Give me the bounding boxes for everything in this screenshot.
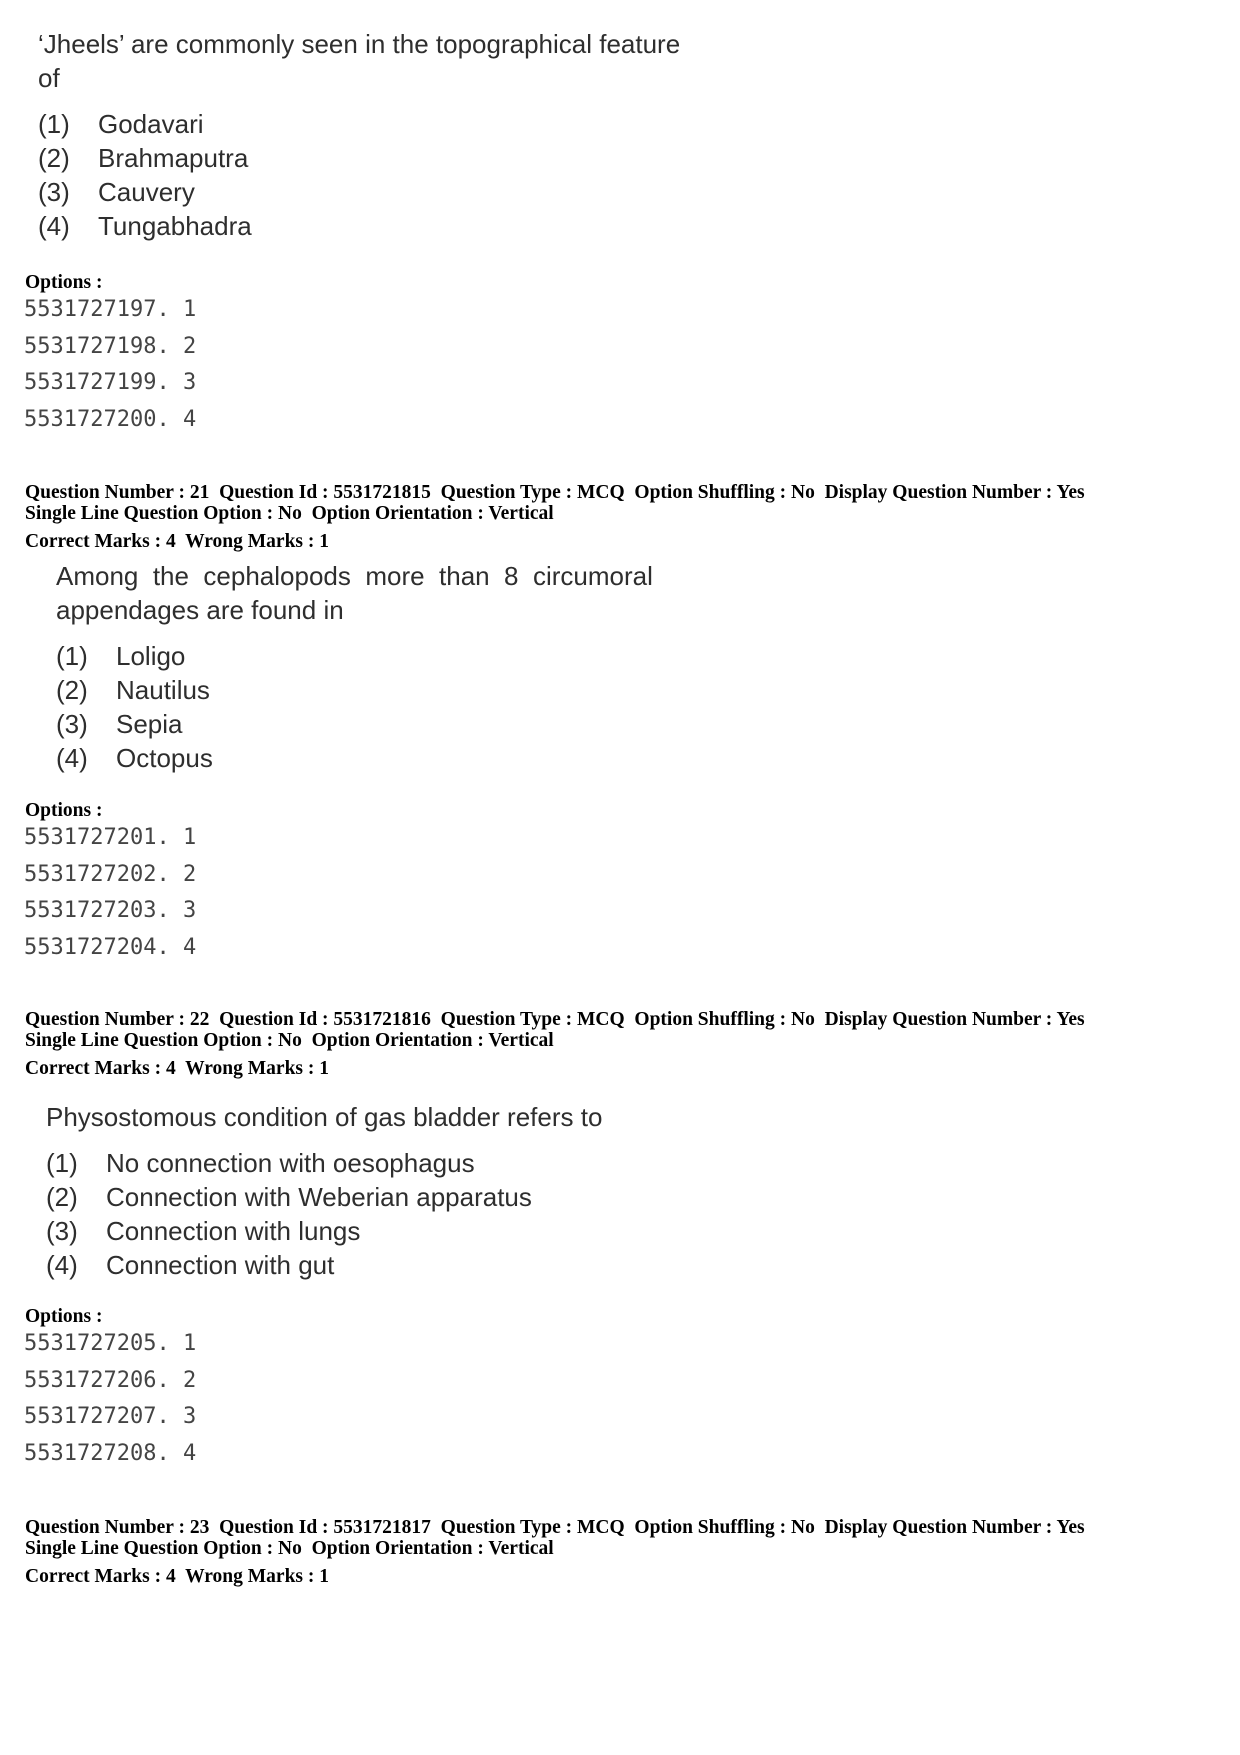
choice-item (56, 741, 653, 775)
choice-number: (4) (38, 211, 70, 241)
choice-list (56, 639, 653, 775)
choice-text: Nautilus (116, 675, 210, 705)
option-id-item: 5531727200. 4 (24, 406, 197, 432)
question-meta-line: Question Number : 22 Question Id : 5531721816 Question Type : MCQ Option Shuffling : No Display Question Number : Yes (25, 1009, 1085, 1030)
choice-item (46, 1180, 602, 1214)
question-stem-line: ‘Jheels’ are commonly seen in the topographical feature (38, 29, 681, 59)
choice-text: Loligo (116, 641, 186, 671)
choice-number: (4) (46, 1250, 78, 1280)
choice-item (46, 1214, 602, 1248)
marks-line: Correct Marks : 4 Wrong Marks : 1 (25, 531, 330, 552)
option-id-item: 5531727206. 2 (24, 1367, 197, 1393)
options-label: Options : (25, 1306, 103, 1327)
question-meta-line: Single Line Question Option : No Option Orientation : Vertical (25, 1030, 554, 1051)
choice-number: (3) (46, 1216, 78, 1246)
question-image (56, 559, 653, 775)
choice-number: (3) (38, 177, 70, 207)
choice-text: Tungabhadra (98, 211, 252, 241)
question-stem (46, 1100, 602, 1134)
choice-number: (1) (56, 641, 88, 671)
choice-list (38, 107, 680, 243)
question-meta-line: Single Line Question Option : No Option Orientation : Vertical (25, 1538, 554, 1559)
question-stem-line: of (38, 63, 60, 93)
choice-number: (3) (56, 709, 88, 739)
choice-number: (2) (56, 675, 88, 705)
option-id-item: 5531727207. 3 (24, 1404, 197, 1429)
question-image (46, 1100, 602, 1282)
choice-item (38, 107, 680, 141)
question-meta-line: Single Line Question Option : No Option Orientation : Vertical (25, 503, 554, 524)
marks-line: Correct Marks : 4 Wrong Marks : 1 (25, 1058, 330, 1079)
choice-item (46, 1248, 602, 1282)
option-id-item: 5531727197. 1 (24, 297, 197, 322)
option-id-item: 5531727198. 2 (24, 333, 197, 359)
choice-item (56, 673, 653, 707)
choice-text: No connection with oesophagus (106, 1148, 475, 1178)
choice-item (38, 175, 680, 209)
choice-text: Connection with Weberian apparatus (106, 1182, 532, 1212)
option-id-item: 5531727205. 1 (24, 1331, 197, 1356)
choice-text: Brahmaputra (98, 143, 249, 173)
choice-text: Cauvery (98, 177, 195, 207)
choice-item (56, 639, 653, 673)
question-stem-line: appendages are found in (56, 595, 344, 625)
choice-item (56, 707, 653, 741)
option-id-item: 5531727201. 1 (24, 825, 197, 850)
choice-text: Octopus (116, 743, 213, 773)
option-id-item: 5531727203. 3 (24, 898, 197, 923)
question-stem-line: Physostomous condition of gas bladder refers to (46, 1102, 603, 1132)
marks-line: Correct Marks : 4 Wrong Marks : 1 (25, 1566, 330, 1587)
option-id-item: 5531727202. 2 (24, 861, 197, 887)
choice-item (46, 1146, 602, 1180)
choice-item (38, 141, 680, 175)
choice-text: Connection with lungs (106, 1216, 361, 1246)
choice-text: Connection with gut (106, 1250, 335, 1280)
question-meta-line: Question Number : 23 Question Id : 5531721817 Question Type : MCQ Option Shuffling : No Display Question Number : Yes (25, 1517, 1085, 1538)
option-id-item: 5531727204. 4 (24, 934, 197, 960)
choice-number: (2) (38, 143, 70, 173)
options-label: Options : (25, 800, 103, 821)
choice-text: Sepia (116, 709, 183, 739)
options-label: Options : (25, 272, 103, 293)
option-id-item: 5531727208. 4 (24, 1440, 197, 1466)
question-stem-line: Among the cephalopods more than 8 circumoral (56, 561, 653, 591)
choice-number: (2) (46, 1182, 78, 1212)
question-meta-line: Question Number : 21 Question Id : 5531721815 Question Type : MCQ Option Shuffling : No Display Question Number : Yes (25, 482, 1085, 503)
option-id-list (24, 820, 196, 966)
choice-list (46, 1146, 602, 1282)
choice-item (38, 209, 680, 243)
question-stem (38, 27, 680, 95)
option-id-item: 5531727199. 3 (24, 370, 197, 395)
choice-number: (1) (38, 109, 70, 139)
option-id-list (24, 1326, 196, 1472)
question-image (38, 27, 680, 243)
question-stem (56, 559, 653, 627)
choice-number: (4) (56, 743, 88, 773)
option-id-list (24, 292, 196, 438)
choice-text: Godavari (98, 109, 204, 139)
choice-number: (1) (46, 1148, 78, 1178)
